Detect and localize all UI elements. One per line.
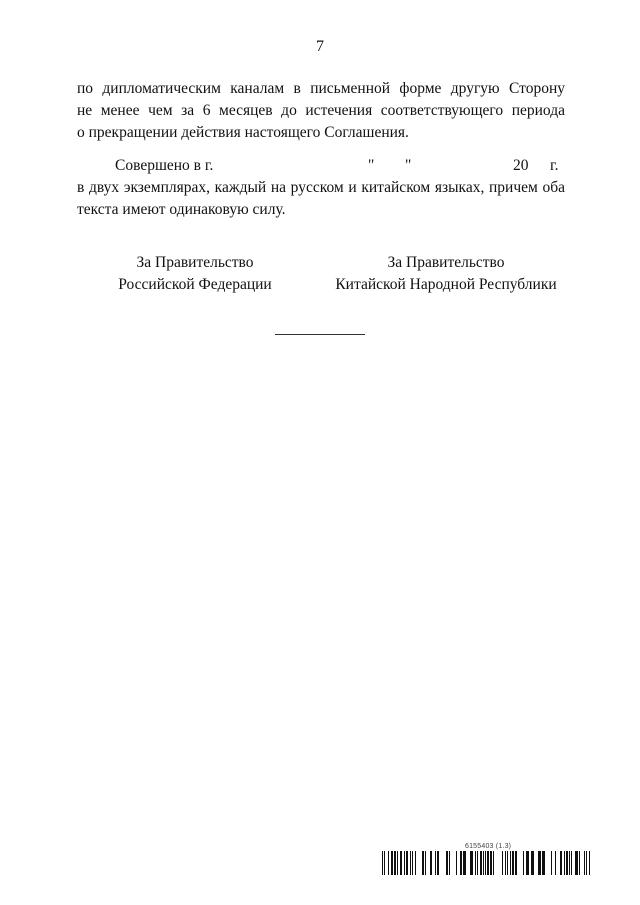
barcode-bar	[412, 851, 413, 875]
barcode-bar	[388, 851, 389, 875]
signature-block-china	[330, 252, 562, 296]
barcode-bar	[526, 851, 529, 875]
barcode-bar	[477, 851, 478, 875]
barcode-bar	[589, 851, 590, 875]
barcode-bar	[512, 851, 514, 875]
barcode-bar	[507, 851, 508, 875]
barcode-bar	[542, 851, 545, 875]
document-code: 6155403 (1.3)	[465, 843, 512, 850]
barcode-bar	[446, 851, 448, 875]
barcode-bar	[485, 851, 486, 875]
barcode-bar	[531, 851, 534, 875]
paragraph-line: в двух экземплярах, каждый на русском и китайском языках, причем оба	[77, 179, 565, 196]
barcode-bar	[410, 851, 411, 875]
barcode-bar	[382, 851, 383, 875]
barcode-bar	[505, 851, 506, 875]
barcode-bar	[394, 851, 396, 875]
year-prefix: 20	[513, 157, 529, 174]
page-number: 7	[316, 38, 324, 55]
barcode-bar	[422, 851, 424, 875]
barcode-bar	[566, 851, 568, 875]
end-divider	[275, 334, 365, 335]
barcode-bar	[584, 851, 585, 875]
barcode-bar	[391, 851, 393, 875]
barcode-bar	[406, 851, 408, 875]
year-suffix: г.	[550, 157, 559, 174]
barcode-bar	[564, 851, 565, 875]
barcode-bar	[551, 851, 552, 875]
paragraph-line: текста имеют одинаковую силу.	[77, 201, 286, 218]
paragraph-execution-clause	[77, 155, 565, 221]
barcode-bar	[515, 851, 517, 875]
barcode-bar	[400, 851, 402, 875]
barcode-bar	[571, 851, 572, 875]
barcode-bar	[523, 851, 524, 875]
barcode-bar	[490, 851, 492, 875]
done-in-label: Совершено в г.	[115, 157, 214, 174]
barcode-bar	[475, 851, 476, 875]
barcode-bar	[569, 851, 570, 875]
barcode-bar	[384, 851, 385, 875]
barcode-bar	[456, 851, 457, 875]
signature-party: Китайской Народной Республики	[335, 276, 557, 293]
date-quote-close: "	[405, 157, 412, 174]
barcode-bar	[415, 851, 416, 875]
barcode-bar	[538, 851, 541, 875]
barcode-bar	[437, 851, 439, 875]
barcode-bar	[575, 851, 578, 875]
signature-party: Российской Федерации	[118, 276, 272, 293]
paragraph-line: о прекращении действия настоящего Соглашения.	[77, 124, 409, 141]
paragraph-line: не менее чем за 6 месяцев до истечения соответствующего периода	[77, 102, 565, 119]
barcode-bar	[425, 851, 426, 875]
paragraph-termination-notice	[77, 78, 565, 144]
signature-block-russia	[110, 252, 280, 296]
barcode-bar	[560, 851, 562, 875]
barcode-bar	[493, 851, 494, 875]
barcode-bar	[480, 851, 482, 875]
barcode-bar	[404, 851, 405, 875]
barcode-bar	[430, 851, 432, 875]
barcode-bar	[555, 851, 556, 875]
barcode-bar	[510, 851, 511, 875]
barcode	[382, 851, 590, 875]
date-line	[77, 155, 565, 177]
barcode-bar	[502, 851, 503, 875]
barcode-bar	[579, 851, 580, 875]
date-quote-open: "	[368, 157, 375, 174]
barcode-bar	[435, 851, 436, 875]
barcode-bar	[463, 851, 466, 875]
barcode-bar	[460, 851, 462, 875]
barcode-bar	[586, 851, 587, 875]
barcode-bar	[470, 851, 473, 875]
barcode-bar	[487, 851, 489, 875]
signature-heading: За Правительство	[387, 254, 505, 271]
signature-heading: За Правительство	[136, 254, 254, 271]
barcode-bar	[397, 851, 398, 875]
paragraph-line: по дипломатическим каналам в письменной форме другую Сторону	[77, 80, 565, 97]
barcode-bar	[449, 851, 450, 875]
barcode-bar	[483, 851, 484, 875]
